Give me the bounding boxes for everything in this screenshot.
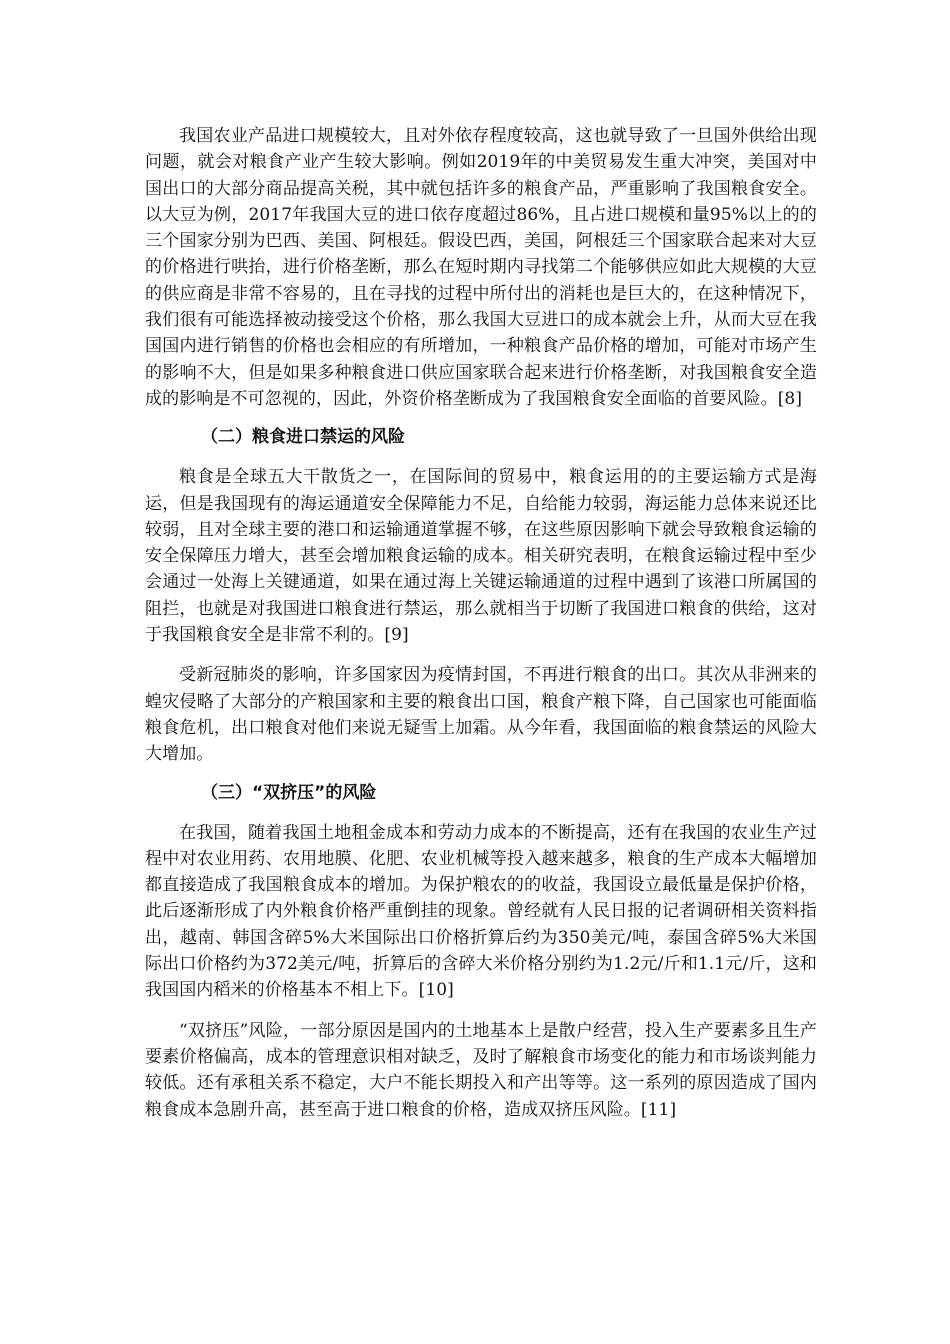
paragraph-cost-increase: 在我国，随着我国土地租金成本和劳动力成本的不断提高，还有在我国的农业生产过程中对农业用药、农用地膜、化肥、农业机械等投入越来越多，粮食的生产成本大幅增加都直接造成了我国粮食成本的增加。为保护粮农的的收益，我国设立最低量是保护价格，此后逐渐形成了内外粮食价格严重倒挂的现象。曾经就有人民日报的记者调研相关资料指出，越南、韩国含碎5%大米国际出口价格折算后约为350美元/吨，泰国含碎5%大米国际出口价格约为372美元/吨，折算后的含碎大米价格分别约为1.2元/斤和1.1元/斤，这和我国国内稻米的价格基本不相上下。[10] (145, 822, 817, 1001)
paragraph-foreign-price-monopoly: 我国农业产品进口规模较大，且对外依存程度较高，这也就导致了一旦国外供给出现问题，就会对粮食产业产生较大影响。例如2019年的中美贸易发生重大冲突，美国对中国出口的大部分商品提高关税，其中就包括许多的粮食产品，严重影响了我国粮食安全。以大豆为例，2017年我国大豆的进口依存度超过86%，且占进口规模和量95%以上的的三个国家分别为巴西、美国、阿根廷。假设巴西，美国，阿根廷三个国家联合起来对大豆的价格进行哄抬，进行价格垄断，那么在短时期内寻找第二个能够供应如此大规模的大豆的供应商是非常不容易的，且在寻找的过程中所付出的消耗也是巨大的，在这种情况下，我们很有可能选择被动接受这个价格，那么我国大豆进口的成本就会上升，从而大豆在我国国内进行销售的价格也会相应的有所增加，一种粮食产品价格的增加，可能对市场产生的影响不大，但是如果多种粮食进口供应国家联合起来进行价格垄断，对我国粮食安全造成的影响是不可忽视的，因此，外资价格垄断成为了我国粮食安全面临的首要风险。[8] (145, 126, 817, 409)
paragraph-double-squeeze-causes: “双挤压”风险，一部分原因是国内的土地基本上是散户经营，投入生产要素多且生产要素价格偏高，成本的管理意识相对缺乏，及时了解粮食市场变化的能力和市场谈判能力较低。还有承租关系不稳定，大户不能长期投入和产出等等。这一系列的原因造成了国内粮食成本急剧升高，甚至高于进口粮食的价格，造成双挤压风险。[11] (145, 1020, 817, 1120)
paragraph-spacer (145, 1004, 817, 1018)
paragraph-spacer (145, 648, 817, 662)
section-heading-double-squeeze: （三）“双挤压”的风险 (201, 782, 377, 803)
paragraph-covid-embargo: 受新冠肺炎的影响，许多国家因为疫情封国，不再进行粮食的出口。其次从非洲来的蝗灾侵略了大部分的产粮国家和主要的粮食出口国，粮食产粮下降，自己国家也可能面临粮食危机，出口粮食对他们来说无疑雪上加霜。从今年看，我国面临的粮食禁运的风险大大增加。 (145, 665, 817, 765)
document-body (145, 123, 817, 1123)
section-heading-import-embargo: （二）粮食进口禁运的风险 (201, 427, 405, 448)
paragraph-shipping-embargo: 粮食是全球五大干散货之一，在国际间的贸易中，粮食运用的的主要运输方式是海运，但是我国现有的海运通道安全保障能力不足，自给能力较弱，海运能力总体来说还比较弱，且对全球主要的港口和运输通道掌握不够，在这些原因影响下就会导致粮食运输的安全保障压力增大，甚至会增加粮食运输的成本。相关研究表明，在粮食运输过程中至少会通过一处海上关键通道，如果在通过海上关键运输通道的过程中遇到了该港口所属国的阻拦，也就是对我国进口粮食进行禁运，那么就相当于切断了我国进口粮食的供给，这对于我国粮食安全是非常不利的。[9] (145, 467, 817, 646)
